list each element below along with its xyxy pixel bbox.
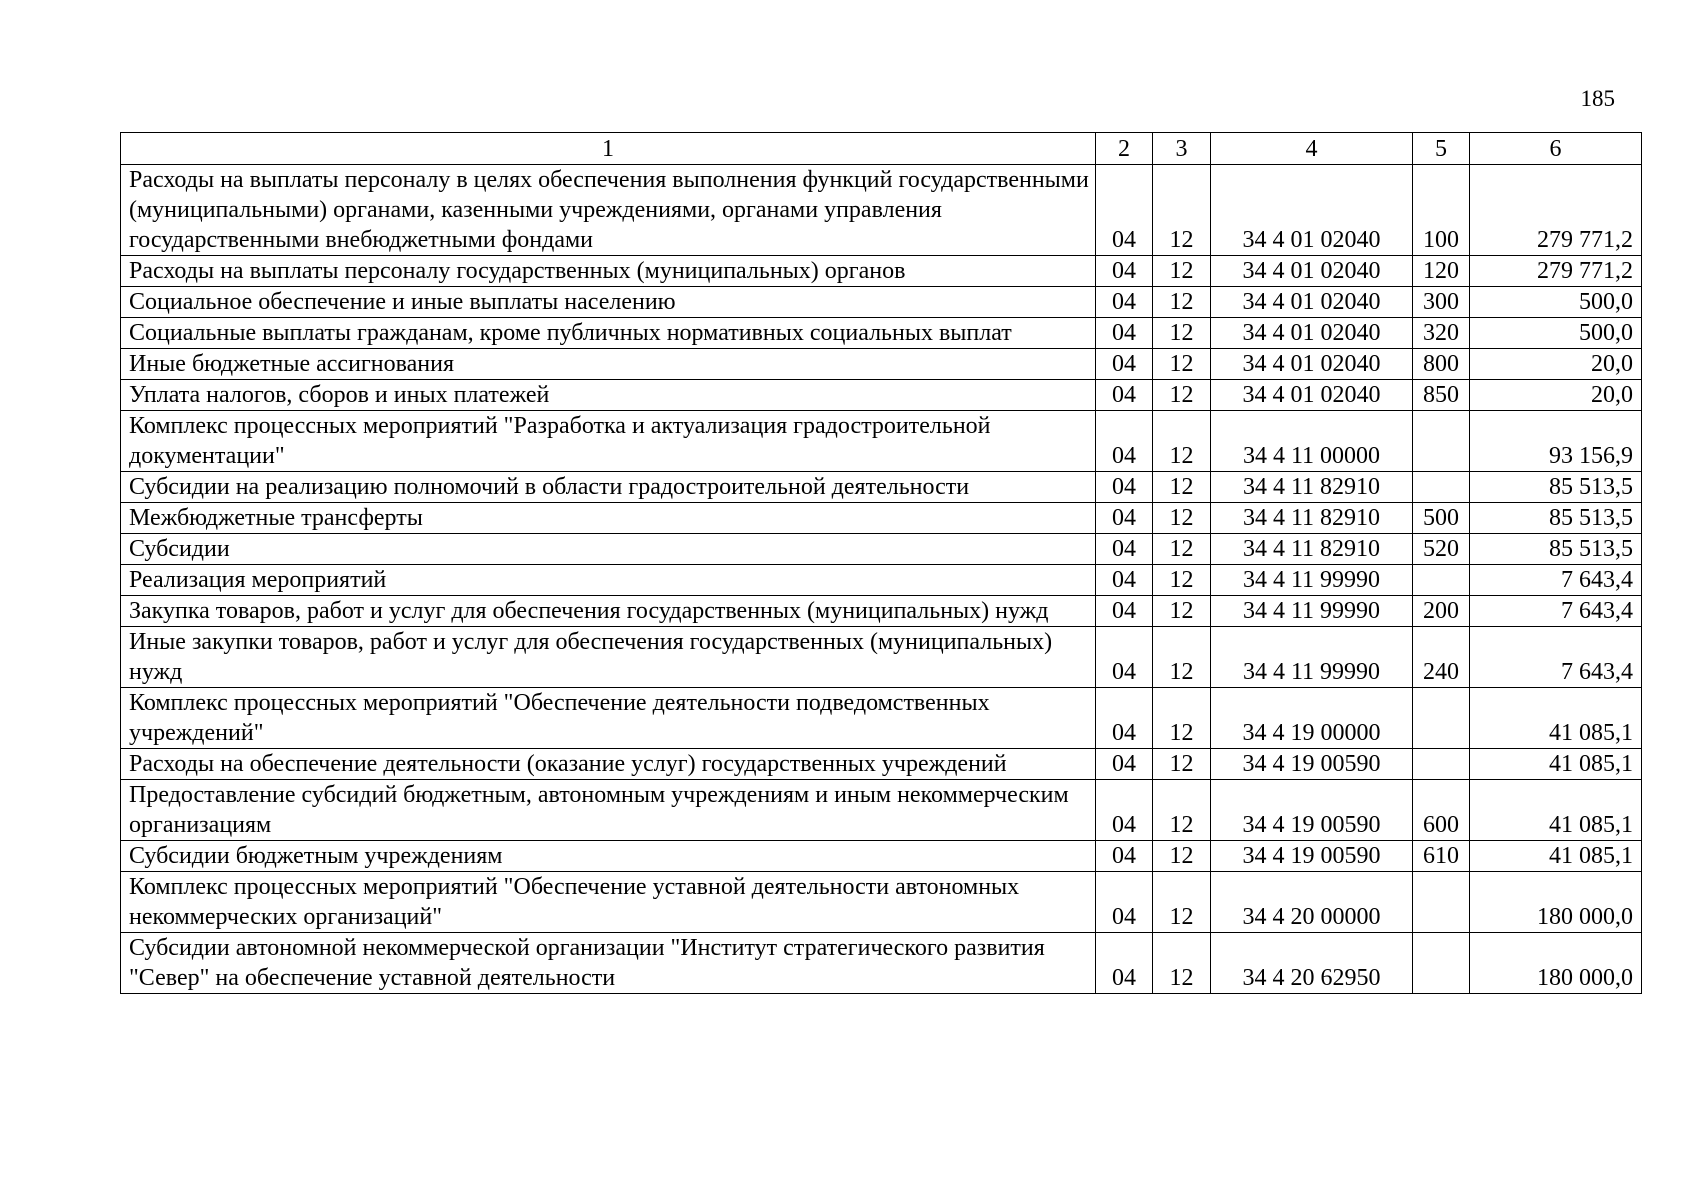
row-name: Субсидии бюджетным учреждениям xyxy=(121,841,1096,872)
row-code: 34 4 11 99990 xyxy=(1211,596,1413,627)
row-expense-type: 200 xyxy=(1413,596,1470,627)
row-subsection: 12 xyxy=(1153,688,1211,749)
column-header: 5 xyxy=(1413,133,1470,165)
row-expense-type: 300 xyxy=(1413,287,1470,318)
table-row xyxy=(121,627,1642,688)
row-name: Социальные выплаты гражданам, кроме публичных нормативных социальных выплат xyxy=(121,318,1096,349)
row-expense-type xyxy=(1413,565,1470,596)
row-subsection: 12 xyxy=(1153,627,1211,688)
row-code: 34 4 01 02040 xyxy=(1211,349,1413,380)
row-name: Субсидии xyxy=(121,534,1096,565)
column-header: 4 xyxy=(1211,133,1413,165)
row-code: 34 4 11 99990 xyxy=(1211,565,1413,596)
table-row xyxy=(121,933,1642,994)
row-name: Субсидии на реализацию полномочий в области градостроительной деятельности xyxy=(121,472,1096,503)
row-amount: 85 513,5 xyxy=(1470,472,1642,503)
row-expense-type: 610 xyxy=(1413,841,1470,872)
row-expense-type xyxy=(1413,872,1470,933)
row-section: 04 xyxy=(1096,411,1153,472)
row-section: 04 xyxy=(1096,596,1153,627)
row-code: 34 4 11 82910 xyxy=(1211,472,1413,503)
row-subsection: 12 xyxy=(1153,872,1211,933)
row-expense-type: 240 xyxy=(1413,627,1470,688)
table-row xyxy=(121,287,1642,318)
row-amount: 180 000,0 xyxy=(1470,872,1642,933)
row-subsection: 12 xyxy=(1153,780,1211,841)
row-code: 34 4 19 00590 xyxy=(1211,841,1413,872)
table-row xyxy=(121,503,1642,534)
row-subsection: 12 xyxy=(1153,287,1211,318)
row-section: 04 xyxy=(1096,780,1153,841)
table-row xyxy=(121,318,1642,349)
row-section: 04 xyxy=(1096,933,1153,994)
row-name: Расходы на выплаты персоналу государственных (муниципальных) органов xyxy=(121,256,1096,287)
row-section: 04 xyxy=(1096,472,1153,503)
row-expense-type: 600 xyxy=(1413,780,1470,841)
row-amount: 7 643,4 xyxy=(1470,596,1642,627)
row-expense-type xyxy=(1413,933,1470,994)
row-subsection: 12 xyxy=(1153,411,1211,472)
row-amount: 41 085,1 xyxy=(1470,780,1642,841)
row-code: 34 4 01 02040 xyxy=(1211,380,1413,411)
row-expense-type: 100 xyxy=(1413,165,1470,256)
row-code: 34 4 11 99990 xyxy=(1211,627,1413,688)
row-section: 04 xyxy=(1096,688,1153,749)
row-code: 34 4 01 02040 xyxy=(1211,318,1413,349)
row-name: Уплата налогов, сборов и иных платежей xyxy=(121,380,1096,411)
table-row xyxy=(121,349,1642,380)
row-name: Иные закупки товаров, работ и услуг для обеспечения государственных (муниципальных) нужд xyxy=(121,627,1096,688)
row-code: 34 4 19 00590 xyxy=(1211,749,1413,780)
row-subsection: 12 xyxy=(1153,534,1211,565)
budget-table xyxy=(120,132,1642,994)
row-code: 34 4 11 82910 xyxy=(1211,534,1413,565)
row-code: 34 4 20 62950 xyxy=(1211,933,1413,994)
row-subsection: 12 xyxy=(1153,565,1211,596)
table-row xyxy=(121,688,1642,749)
page-number: 185 xyxy=(1580,86,1615,111)
row-section: 04 xyxy=(1096,503,1153,534)
column-header: 2 xyxy=(1096,133,1153,165)
row-subsection: 12 xyxy=(1153,165,1211,256)
row-name: Комплекс процессных мероприятий "Обеспечение деятельности подведомственных учреждений" xyxy=(121,688,1096,749)
header-row xyxy=(121,133,1642,165)
table-row xyxy=(121,165,1642,256)
row-section: 04 xyxy=(1096,380,1153,411)
row-amount: 7 643,4 xyxy=(1470,565,1642,596)
row-code: 34 4 20 00000 xyxy=(1211,872,1413,933)
table-row xyxy=(121,596,1642,627)
row-amount: 7 643,4 xyxy=(1470,627,1642,688)
row-code: 34 4 19 00000 xyxy=(1211,688,1413,749)
row-section: 04 xyxy=(1096,165,1153,256)
row-subsection: 12 xyxy=(1153,318,1211,349)
row-amount: 20,0 xyxy=(1470,380,1642,411)
row-expense-type: 850 xyxy=(1413,380,1470,411)
row-code: 34 4 19 00590 xyxy=(1211,780,1413,841)
row-subsection: 12 xyxy=(1153,503,1211,534)
row-name: Социальное обеспечение и иные выплаты населению xyxy=(121,287,1096,318)
row-name: Комплекс процессных мероприятий "Обеспечение уставной деятельности автономных некоммерческих организаций" xyxy=(121,872,1096,933)
row-name: Иные бюджетные ассигнования xyxy=(121,349,1096,380)
row-amount: 41 085,1 xyxy=(1470,688,1642,749)
row-name: Комплекс процессных мероприятий "Разработка и актуализация градостроительной документации" xyxy=(121,411,1096,472)
row-expense-type: 320 xyxy=(1413,318,1470,349)
row-expense-type: 800 xyxy=(1413,349,1470,380)
row-expense-type: 520 xyxy=(1413,534,1470,565)
row-amount: 20,0 xyxy=(1470,349,1642,380)
table-body xyxy=(121,165,1642,994)
row-expense-type xyxy=(1413,472,1470,503)
row-subsection: 12 xyxy=(1153,596,1211,627)
row-section: 04 xyxy=(1096,318,1153,349)
table-row xyxy=(121,256,1642,287)
column-header: 3 xyxy=(1153,133,1211,165)
row-code: 34 4 11 00000 xyxy=(1211,411,1413,472)
table-row xyxy=(121,749,1642,780)
row-section: 04 xyxy=(1096,256,1153,287)
row-name: Субсидии автономной некоммерческой организации "Институт стратегического развития "Север" на обеспечение уставной деятельности xyxy=(121,933,1096,994)
row-name: Закупка товаров, работ и услуг для обеспечения государственных (муниципальных) нужд xyxy=(121,596,1096,627)
row-name: Расходы на обеспечение деятельности (оказание услуг) государственных учреждений xyxy=(121,749,1096,780)
row-section: 04 xyxy=(1096,565,1153,596)
row-name: Расходы на выплаты персоналу в целях обеспечения выполнения функций государственными (муниципальными) органами, казенными учреждениями, органами управления государственными внебюджетными фондами xyxy=(121,165,1096,256)
row-subsection: 12 xyxy=(1153,380,1211,411)
table-row xyxy=(121,872,1642,933)
row-subsection: 12 xyxy=(1153,256,1211,287)
row-amount: 500,0 xyxy=(1470,287,1642,318)
row-amount: 85 513,5 xyxy=(1470,534,1642,565)
row-section: 04 xyxy=(1096,627,1153,688)
table-row xyxy=(121,472,1642,503)
row-expense-type xyxy=(1413,749,1470,780)
row-amount: 41 085,1 xyxy=(1470,841,1642,872)
row-amount: 279 771,2 xyxy=(1470,256,1642,287)
row-amount: 93 156,9 xyxy=(1470,411,1642,472)
row-subsection: 12 xyxy=(1153,472,1211,503)
row-section: 04 xyxy=(1096,534,1153,565)
row-subsection: 12 xyxy=(1153,749,1211,780)
row-section: 04 xyxy=(1096,749,1153,780)
row-code: 34 4 11 82910 xyxy=(1211,503,1413,534)
row-code: 34 4 01 02040 xyxy=(1211,287,1413,318)
row-expense-type xyxy=(1413,688,1470,749)
row-section: 04 xyxy=(1096,349,1153,380)
row-expense-type: 120 xyxy=(1413,256,1470,287)
row-amount: 41 085,1 xyxy=(1470,749,1642,780)
column-header: 6 xyxy=(1470,133,1642,165)
table-row xyxy=(121,780,1642,841)
row-amount: 279 771,2 xyxy=(1470,165,1642,256)
row-subsection: 12 xyxy=(1153,349,1211,380)
row-code: 34 4 01 02040 xyxy=(1211,256,1413,287)
row-name: Реализация мероприятий xyxy=(121,565,1096,596)
table-row xyxy=(121,841,1642,872)
row-subsection: 12 xyxy=(1153,933,1211,994)
row-section: 04 xyxy=(1096,872,1153,933)
row-code: 34 4 01 02040 xyxy=(1211,165,1413,256)
row-section: 04 xyxy=(1096,841,1153,872)
column-header: 1 xyxy=(121,133,1096,165)
row-expense-type xyxy=(1413,411,1470,472)
table-row xyxy=(121,380,1642,411)
table-row xyxy=(121,565,1642,596)
row-subsection: 12 xyxy=(1153,841,1211,872)
row-amount: 500,0 xyxy=(1470,318,1642,349)
table-row xyxy=(121,411,1642,472)
row-name: Предоставление субсидий бюджетным, автономным учреждениям и иным некоммерческим организациям xyxy=(121,780,1096,841)
row-name: Межбюджетные трансферты xyxy=(121,503,1096,534)
row-expense-type: 500 xyxy=(1413,503,1470,534)
row-section: 04 xyxy=(1096,287,1153,318)
row-amount: 85 513,5 xyxy=(1470,503,1642,534)
table-row xyxy=(121,534,1642,565)
row-amount: 180 000,0 xyxy=(1470,933,1642,994)
